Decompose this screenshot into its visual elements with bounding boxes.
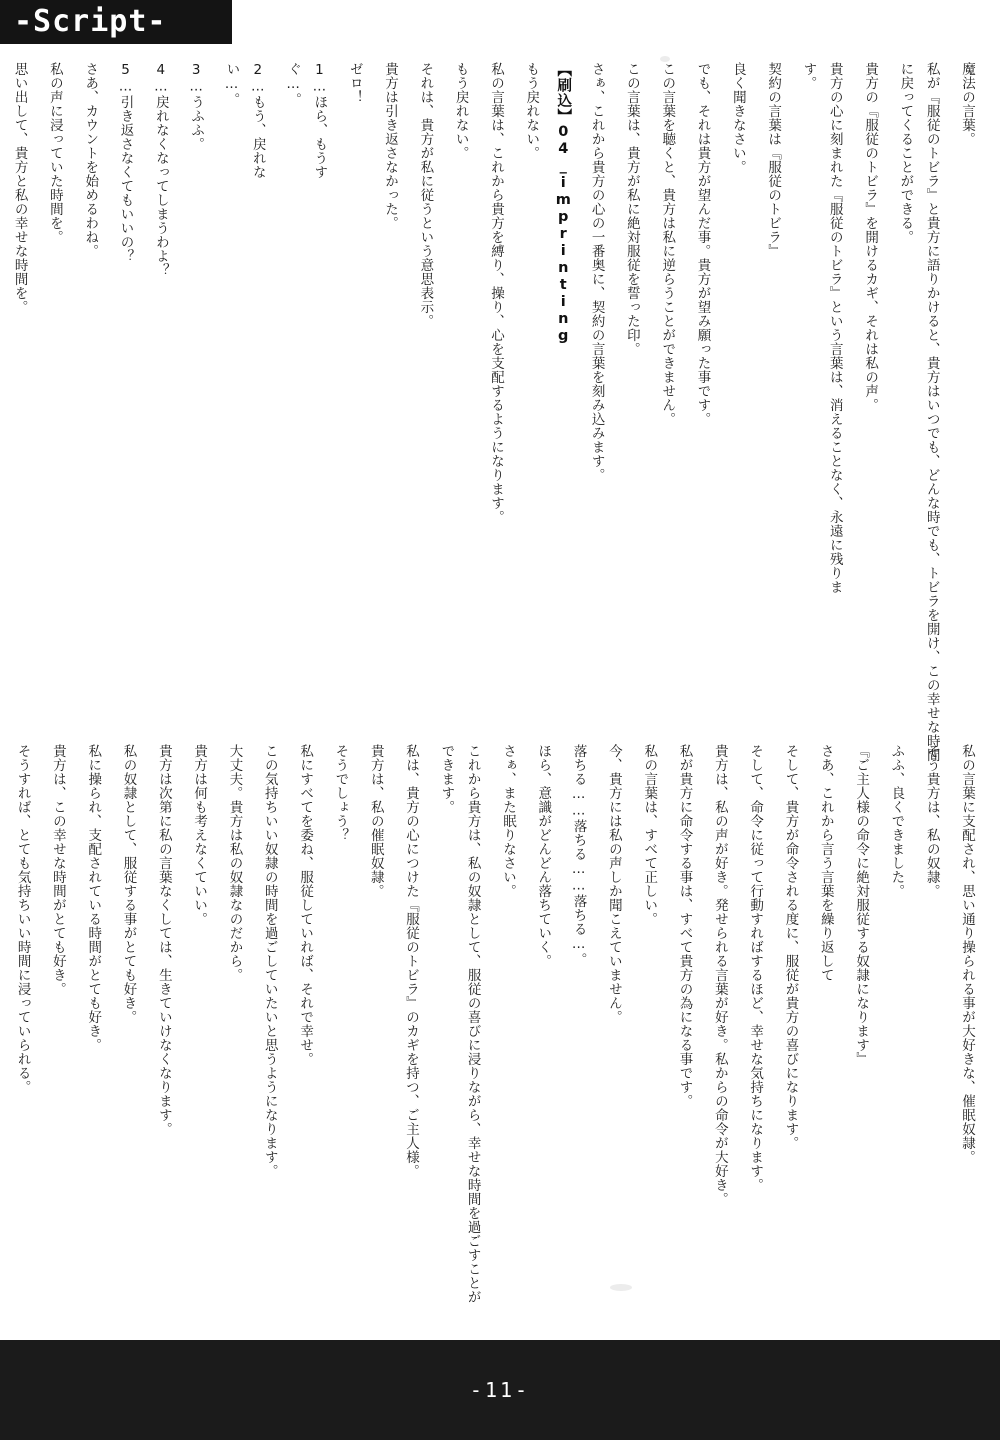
- text-column: 貴方は引き返さなかった。: [382, 62, 398, 230]
- text-column: 私に操られ、支配されている時間がとても好き。: [85, 744, 102, 1052]
- text-column: でも、それは貴方が望んだ事。貴方が望み願った事です。: [694, 62, 711, 426]
- page-body: [0, 44, 1000, 1340]
- text-column: 貴方は、私の催眠奴隷。: [367, 744, 384, 898]
- script-title: -Script-: [14, 4, 167, 39]
- text-column: 貴方は、私の声が好き。発せられる言葉が好き。私からの命令が大好き。: [711, 744, 728, 1206]
- text-column: 『ご主人様の命令に絶対服従する奴隷になります』: [853, 744, 870, 1066]
- text-column: 私の言葉に支配され、思い通り操られる事が大好きな、催眠奴隷。: [959, 744, 975, 1164]
- text-column: そして、命令に従って行動すればするほど、幸せな気持ちになります。: [747, 744, 764, 1192]
- text-column: ゼロ！: [346, 62, 363, 104]
- text-column: そう貴方は、私の奴隷。: [923, 744, 940, 898]
- text-column: 私が『服従のトビラ』と貴方に語りかけると、貴方はいつでも、どんな時でも、トビラを開け、この幸せな時間に戻ってくることができる。: [897, 62, 940, 762]
- text-column: 私が貴方に命令する事は、すべて貴方の為になる事です。: [676, 744, 693, 1108]
- text-column: それは、貴方が私に従うという意思表示。: [417, 62, 434, 328]
- text-column: これから貴方は、私の奴隷として、服従の喜びに浸りながら、幸せな時間を過ごすことができます。: [438, 744, 481, 1304]
- text-column: 2…もう、戻れない…。: [223, 62, 266, 179]
- text-column: 1…ほら、もうすぐ…。: [285, 62, 328, 179]
- text-column: 貴方の心に刻まれた『服従のトビラ』という言葉は、消えることなく、永遠に残ります。: [800, 62, 843, 594]
- text-column: さぁ、また眠りなさい。: [499, 744, 516, 898]
- text-column: さあ、カウントを始めるわね。: [82, 62, 99, 258]
- page-number: -11-: [469, 1378, 531, 1402]
- text-column: さぁ、これから貴方の心の一番奥に、契約の言葉を刻み込みます。: [588, 62, 605, 482]
- text-column: 貴方は次第に私の言葉なくしては、生きていけなくなります。: [155, 744, 172, 1136]
- section-heading-imprinting: 【刷込】04_imprinting: [555, 62, 572, 345]
- options-section: [0, 62, 980, 762]
- text-column: この言葉は、貴方が私に絶対服従を誓った印。: [623, 62, 640, 356]
- text-column: 貴方は何も考えなくていい。: [191, 744, 208, 926]
- text-column: 契約の言葉は『服従のトビラ』: [765, 62, 782, 258]
- text-column: 私の言葉は、すべて正しい。: [641, 744, 658, 926]
- text-column: この言葉を聴くと、貴方は私に逆らうことができません。: [659, 62, 676, 426]
- text-column: 私は、貴方の心につけた『服従のトビラ』のカギを持つ、ご主人様。: [403, 744, 419, 1178]
- text-column: 私の奴隷として、服従する事がとても好き。: [120, 744, 137, 1024]
- text-column: 私にすべてを委ね、服従していれば、それで幸せ。: [297, 744, 314, 1066]
- text-column: この気持ちいい奴隷の時間を過ごしていたいと思うようになります。: [261, 744, 278, 1178]
- text-column: 魔法の言葉。: [959, 62, 975, 146]
- text-column: ほら、意識がどんどん落ちていく。: [535, 744, 552, 968]
- text-column: 思い出して、貴方と私の幸せな時間を。: [11, 62, 28, 314]
- text-column: そうすれば、とても気持ちいい時間に浸っていられる。: [14, 744, 31, 1094]
- text-column: もう戻れない。: [523, 62, 540, 160]
- text-column: 良く聞きなさい。: [729, 62, 746, 174]
- text-column: 大丈夫。貴方は私の奴隷なのだから。: [226, 744, 243, 982]
- text-column: 今、貴方には私の声しか聞こえていません。: [605, 744, 622, 1024]
- text-column: ふふ、良くできました。: [888, 744, 905, 898]
- text-column: そうでしょう？: [332, 744, 349, 842]
- header-banner: [0, 0, 232, 44]
- text-column: 私の言葉は、これから貴方を縛り、操り、心を支配するようになります。: [487, 62, 504, 524]
- text-column: さあ、これから言う言葉を繰り返して: [817, 744, 834, 982]
- text-column: 落ちる……落ちる……落ちる…。: [570, 744, 587, 967]
- text-column: そして、貴方が命令される度に、服従が貴方の喜びになります。: [782, 744, 799, 1150]
- text-column: 4…戻れなくなってしまうわよ？: [152, 62, 169, 277]
- text-column: もう戻れない。: [452, 62, 469, 160]
- text-column: 5…引き返さなくてもいいの？: [117, 62, 134, 263]
- text-column: 貴方の『服従のトビラ』を開けるカギ、それは私の声。: [862, 62, 879, 412]
- text-column: 3…うふふ。: [188, 62, 205, 151]
- text-column: 貴方は、この幸せな時間がとても好き。: [49, 744, 66, 996]
- text-column: 私の声に浸っていた時間を。: [46, 62, 63, 244]
- suggestion-section: [0, 744, 980, 1304]
